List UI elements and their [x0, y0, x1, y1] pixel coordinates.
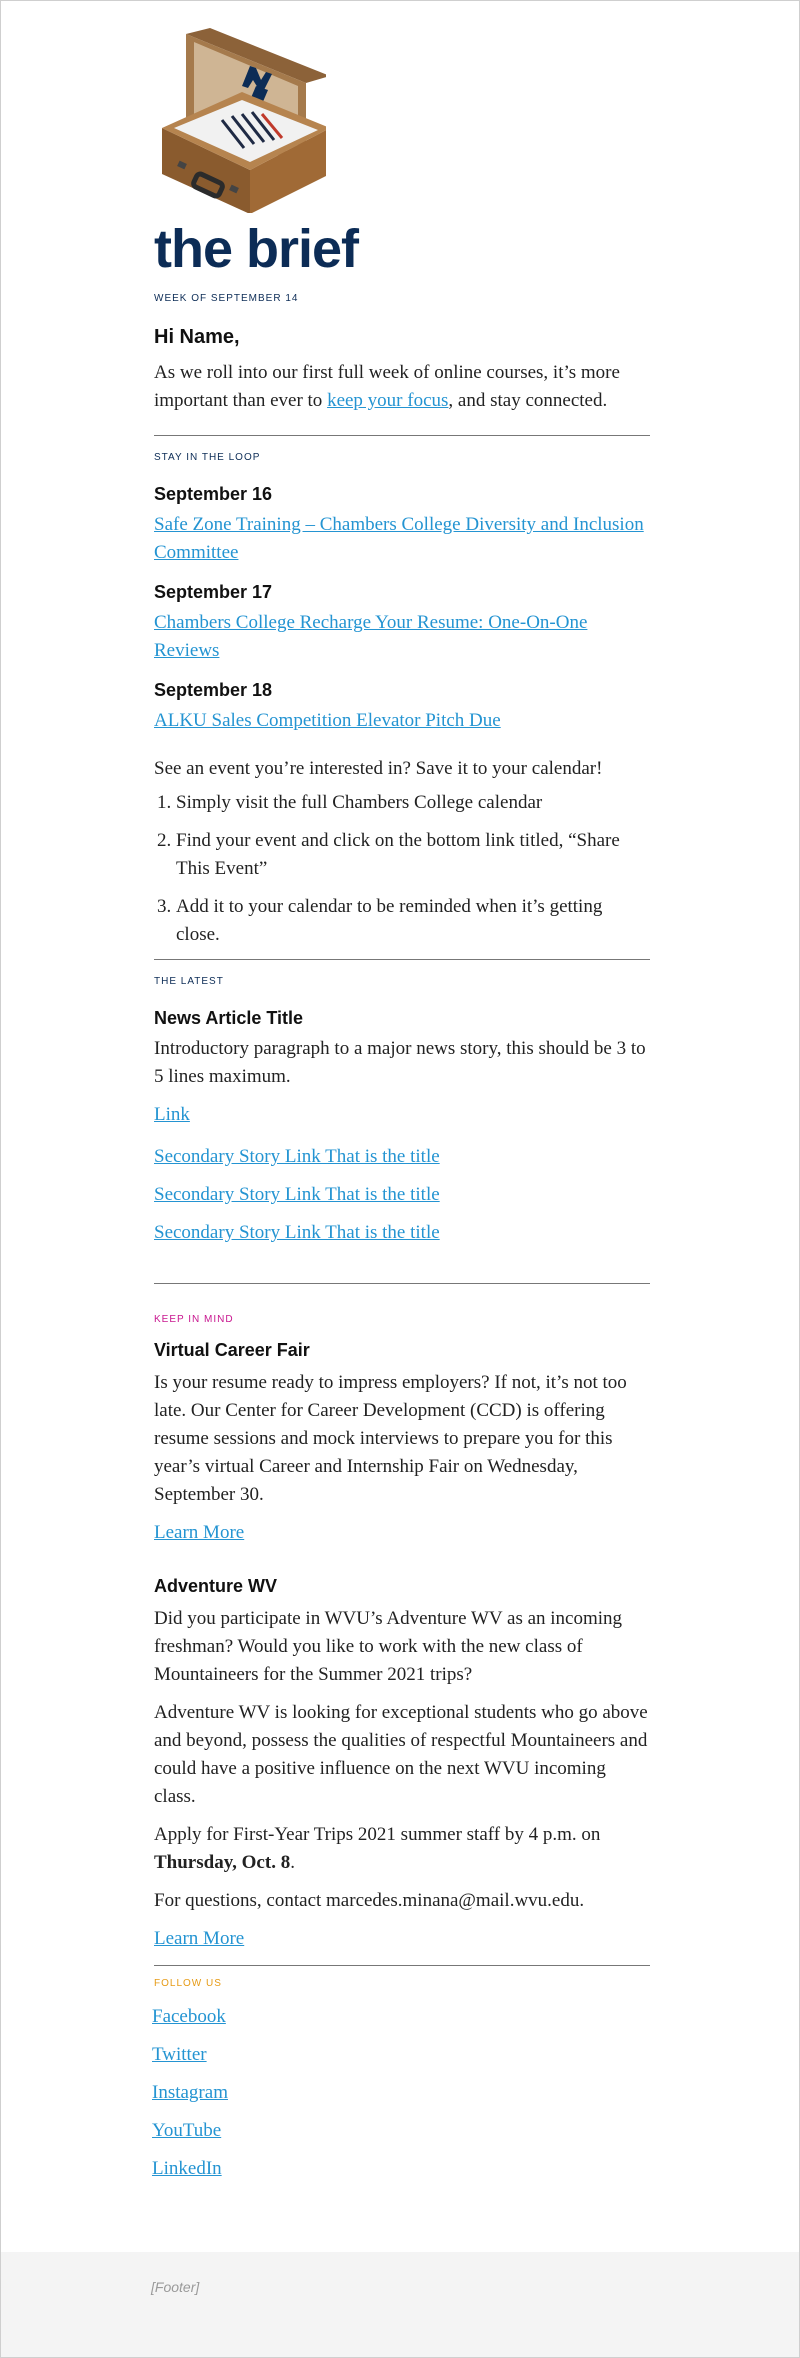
- list-item: 2. Find your event and click on the bottom link titled, “Share This Event”: [176, 827, 650, 883]
- event-link[interactable]: Safe Zone Training – Chambers College Diversity and Inclusion Committee: [154, 514, 644, 563]
- secondary-story-link[interactable]: Secondary Story Link That is the title: [154, 1146, 440, 1167]
- divider: [154, 1283, 650, 1284]
- social-links: [152, 2003, 650, 2183]
- adventure-title: Adventure WV: [154, 1576, 278, 1596]
- event-date: September 18: [154, 680, 273, 700]
- calendar-steps: [154, 789, 650, 949]
- twitter-link[interactable]: Twitter: [152, 2044, 207, 2065]
- event-date: September 16: [154, 484, 273, 504]
- event-link[interactable]: Chambers College Recharge Your Resume: One-On-One Reviews: [154, 612, 588, 661]
- footer-text: [Footer]: [151, 2279, 200, 2295]
- briefcase-icon: [158, 28, 326, 213]
- email-content: [154, 28, 650, 2183]
- intro-text: As we roll into our first full week of online courses, it’s more important than ever to: [154, 362, 620, 411]
- section-eyebrow-keep-in-mind: KEEP IN MIND: [154, 1314, 234, 1325]
- deadline-end: .: [290, 1852, 295, 1873]
- news-link[interactable]: Link: [154, 1104, 190, 1125]
- secondary-story-link[interactable]: Secondary Story Link That is the title: [154, 1184, 440, 1205]
- adventure-contact: For questions, contact marcedes.minana@mail.wvu.edu.: [154, 1890, 585, 1911]
- instagram-link[interactable]: Instagram: [152, 2082, 228, 2103]
- adventure-paragraph: Did you participate in WVU’s Adventure WV as an incoming freshman? Would you like to work with the new class of Mountaineers for the Summer 2021 trips?: [154, 1608, 623, 1685]
- career-fair-body: Is your resume ready to impress employers? If not, it’s not too late. Our Center for Career Development (CCD) is offering resume sessions and mock interviews to prepare you for this year’s virtual Career and Internship Fair on Wednesday, September 30.: [154, 1372, 627, 1505]
- news-intro: Introductory paragraph to a major news story, this should be 3 to 5 lines maximum.: [154, 1038, 646, 1087]
- section-eyebrow-follow: FOLLOW US: [154, 1978, 222, 1989]
- adventure-paragraph: Adventure WV is looking for exceptional students who go above and beyond, possess the qualities of respectful Mountaineers and could have a positive influence on the next WVU incoming class.: [154, 1702, 648, 1807]
- linkedin-link[interactable]: LinkedIn: [152, 2158, 222, 2179]
- career-fair-title: Virtual Career Fair: [154, 1340, 310, 1360]
- week-label: WEEK OF SEPTEMBER 14: [154, 293, 299, 304]
- facebook-link[interactable]: Facebook: [152, 2006, 226, 2027]
- divider: [154, 1965, 650, 1966]
- divider: [154, 959, 650, 960]
- greeting: Hi Name,: [154, 326, 240, 348]
- divider: [154, 435, 650, 436]
- adventure-deadline: [154, 1821, 650, 1877]
- keep-your-focus-link[interactable]: keep your focus: [327, 390, 449, 411]
- footer: [1, 2252, 799, 2357]
- section-eyebrow-loop: STAY IN THE LOOP: [154, 452, 261, 463]
- deadline-date: Thursday, Oct. 8: [154, 1852, 291, 1873]
- deadline-text: Apply for First-Year Trips 2021 summer staff by 4 p.m. on: [154, 1824, 601, 1845]
- brand-wordmark: the brief: [154, 219, 359, 279]
- secondary-story-link[interactable]: Secondary Story Link That is the title: [154, 1222, 440, 1243]
- list-item: 1. Simply visit the full Chambers College calendar: [176, 789, 650, 817]
- event-link[interactable]: ALKU Sales Competition Elevator Pitch Due: [154, 710, 501, 731]
- save-to-calendar-text: See an event you’re interested in? Save it to your calendar!: [154, 758, 603, 779]
- intro-paragraph: [154, 359, 650, 415]
- intro-text-end: , and stay connected.: [448, 390, 608, 411]
- section-eyebrow-latest: THE LATEST: [154, 976, 224, 987]
- youtube-link[interactable]: YouTube: [152, 2120, 222, 2141]
- news-headline: News Article Title: [154, 1008, 304, 1028]
- event-date: September 17: [154, 582, 273, 602]
- adventure-learn-more-link[interactable]: Learn More: [154, 1928, 245, 1949]
- career-fair-learn-more-link[interactable]: Learn More: [154, 1522, 245, 1543]
- list-item: 3. Add it to your calendar to be reminded when it’s getting close.: [176, 893, 650, 949]
